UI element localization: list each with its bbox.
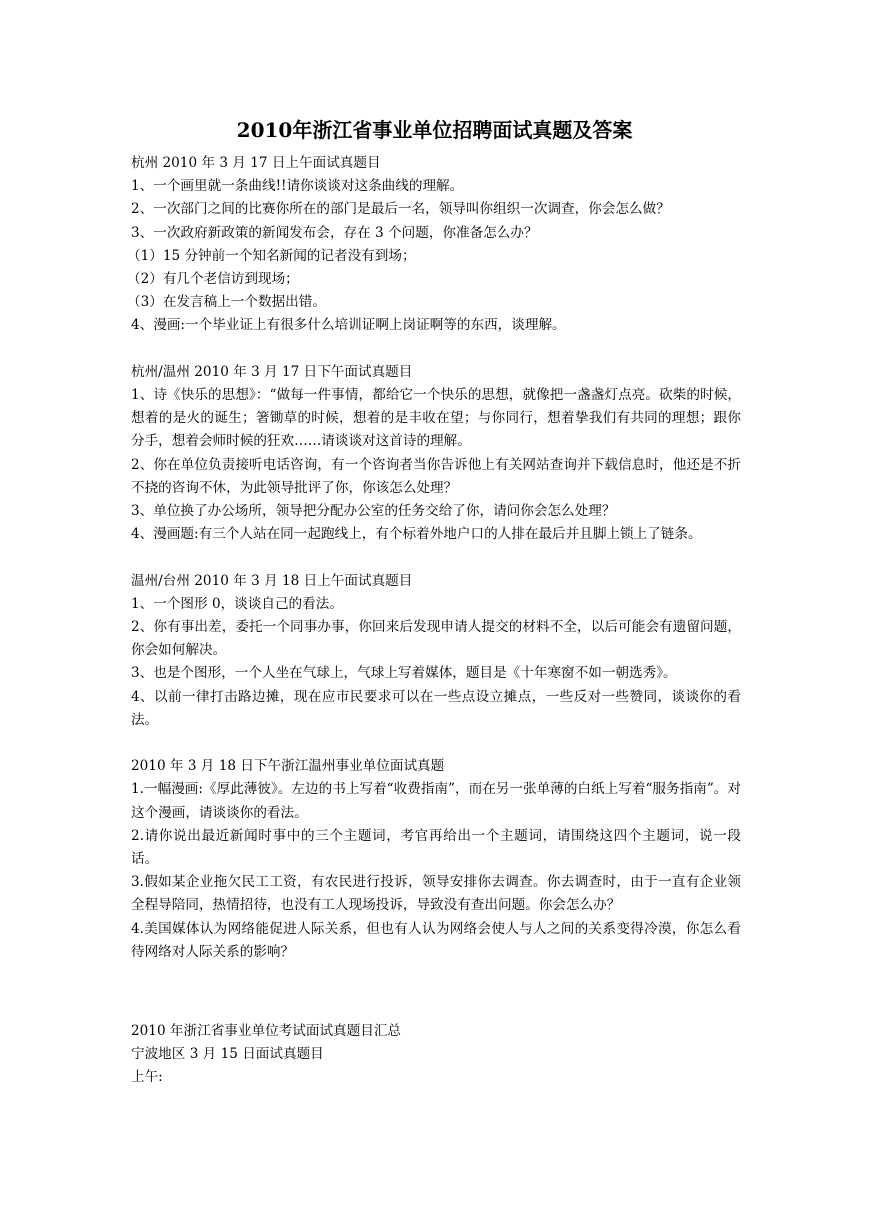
question-item: 2、你有事出差，委托一个同事办事，你回来后发现申请人提交的材料不全，以后可能会有遗留问题，你会如何解决。 [131, 619, 741, 659]
question-subitem: （2）有几个老信访到现场； [127, 271, 299, 288]
question-item: 4、漫画题:有三个人站在同一起跑线上，有个标着外地户口的人排在最后并且脚上锁上了链条。 [131, 526, 702, 543]
section-heading: 杭州 2010 年 3 月 17 日上午面试真题目 [131, 155, 381, 171]
question-item: 1.一幅漫画:《厚此薄彼》。左边的书上写着“收费指南”，而在另一张单薄的白纸上写着“服务指南”。对这个漫画，请谈谈你的看法。 [131, 781, 741, 821]
question-subitem: （1）15 分钟前一个知名新闻的记者没有到场； [127, 247, 416, 264]
question-subitem: （3）在发言稿上一个数据出错。 [127, 294, 326, 311]
section-wenzhou-afternoon [131, 755, 741, 964]
document-title: 2010年浙江省事业单位招聘面试真题及答案 [236, 118, 633, 142]
question-item: 4、漫画:一个毕业证上有很多什么培训证啊上岗证啊等的东西，谈理解。 [131, 317, 566, 334]
question-item: 1、一个画里就一条曲线!!请你谈谈对这条曲线的理解。 [131, 178, 464, 195]
section-summary [131, 1020, 741, 1090]
question-item: 4.美国媒体认为网络能促进人际关系，但也有人认为网络会使人与人之间的关系变得冷漠，你怎么看待网络对人际关系的影响？ [131, 920, 741, 960]
section-heading: 杭州/温州 2010 年 3 月 17 日下午面试真题目 [131, 363, 413, 380]
section-heading: 温州/台州 2010 年 3 月 18 日上午面试真题目 [131, 572, 413, 589]
section-wenzhou-taizhou-morning [131, 570, 741, 732]
question-item: 3.假如某企业拖欠民工工资，有农民进行投诉，领导安排你去调查。你去调查时，由于一直有企业领全程导陪同，热情招待，也没有工人现场投诉，导致没有查出问题。你会怎么办？ [131, 874, 741, 914]
document-body [127, 152, 741, 1090]
question-item: 2、一次部门之间的比赛你所在的部门是最后一名，领导叫你组织一次调查，你会怎么做？ [131, 201, 670, 218]
section-spacer [131, 732, 741, 755]
question-item: 1、诗《快乐的思想》：“做每一件事情，都给它一个快乐的思想，就像把一盏盏灯点亮。砍柴的时候，想着的是火的诞生；箸锄草的时候，想着的是丰收在望；与你同行，想着挚我们有共同的理想；跟你分手，想着会师时候的狂欢……请谈谈对这首诗的理解。 [131, 387, 741, 450]
question-item: 3、也是个图形，一个人坐在气球上，气球上写着媒体，题目是《十年寒窗不如一朝选秀》。 [131, 665, 677, 682]
section-spacer [131, 546, 741, 569]
question-item: 2.请你说出最近新闻时事中的三个主题词，考官再给出一个主题词，请围绕这四个主题词，说一段话。 [131, 827, 741, 868]
section-heading: 2010 年 3 月 18 日下午浙江温州事业单位面试真题 [131, 758, 445, 775]
section-hangzhou-morning [127, 152, 741, 338]
question-item: 3、一次政府新政策的新闻发布会，存在 3 个问题，你准备怎么办？ [131, 224, 538, 241]
question-item: 2、你在单位负责接听电话咨询，有一个咨询者当你告诉他上有关网站查询并下载信息时，他还是不折不挠的咨询不休，为此领导批评了你，你该怎么处理？ [131, 456, 741, 496]
summary-heading: 2010 年浙江省事业单位考试面试真题目汇总 [131, 1023, 402, 1040]
section-spacer [131, 964, 741, 1020]
question-item: 3、单位换了办公场所，领导把分配办公室的任务交给了你，请问你会怎么处理？ [131, 503, 616, 520]
question-item: 4、以前一律打击路边摊，现在应市民要求可以在一些点设立摊点，一些反对一些赞同，谈谈你的看法。 [131, 688, 741, 728]
question-item: 1、一个图形 0，谈谈自己的看法。 [131, 595, 343, 612]
summary-subheading: 宁波地区 3 月 15 日面试真题目 [131, 1046, 324, 1063]
summary-label: 上午: [131, 1069, 163, 1086]
section-spacer [131, 338, 741, 361]
section-hangzhou-wenzhou-afternoon [131, 361, 741, 547]
